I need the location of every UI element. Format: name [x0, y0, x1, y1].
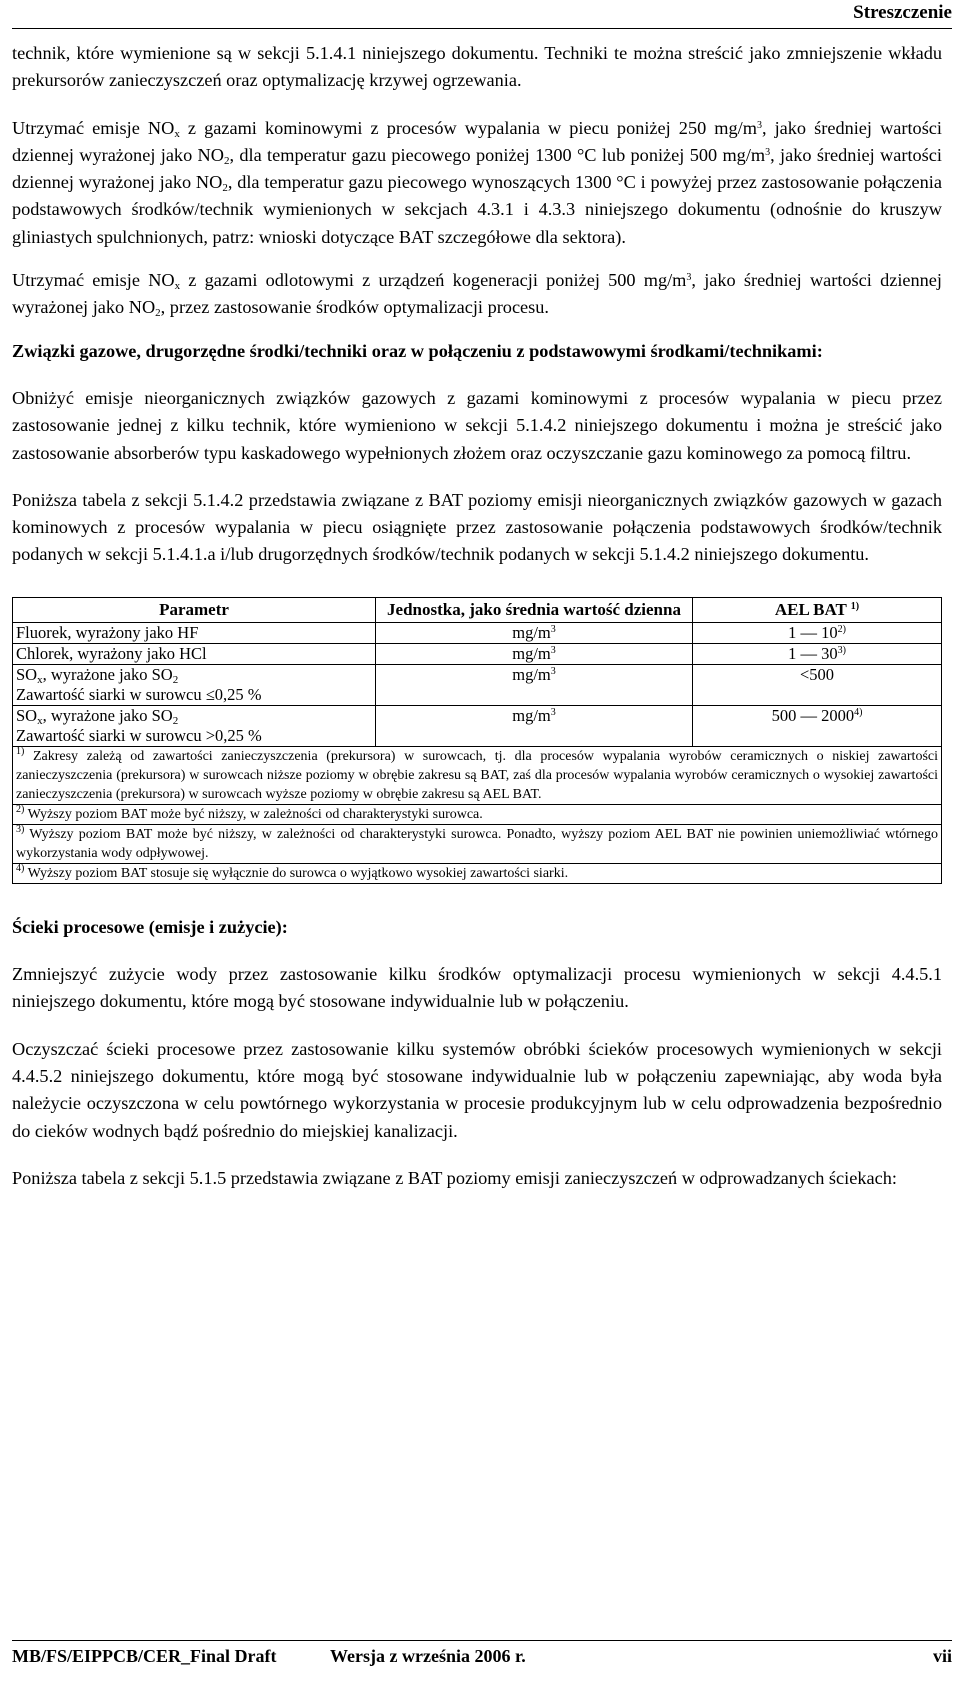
running-header: Streszczenie: [853, 2, 952, 23]
paragraph-wastewater-treatment: Oczyszczać ścieki procesowe przez zastosowanie kilku systemów obróbki ścieków procesowych wymienionych w sekcji 4.4.5.2 niniejszego dokumentu, które mogą być stosowane indywidualnie lub w połączeniu zapewniając, aby woda była należycie oczyszczona w celu powtórnego wykorzystania w procesie produkcyjnym lub w celu odprowadzenia bezpośrednio do cieków wodnych bądź pośrednio do miejskiej kanalizacji.: [12, 1038, 942, 1141]
row-value: 500 — 2000$^{4)}$: [693, 705, 942, 746]
footer-rule: [12, 1640, 952, 1641]
page-content: [12, 40, 942, 1192]
row-value: 1 — 30$^{3)}$: [693, 643, 942, 664]
paragraph-nox-kiln: Utrzymać emisje $NO_x$ z gazami kominowymi z procesów wypalania w piecu poniżej 250 $mg/m^3$, jako średniej wartości dziennej wyrażonej jako $NO_2$, dla temperatur gazu piecowego poniżej 1300 °C lub poniżej 500 $mg/m^3$, jako średniej wartości dziennej wyrażonej jako $NO_2$, dla temperatur gazu piecowego wynoszących 1300 °C i powyżej przez zastosowanie połączenia podstawowych środków/technik wymienionych w sekcjach 4.3.1 i 4.3.3 niniejszego dokumentu (odnośnie do kruszyw gliniastych spulchnionych, patrz: wnioski dotyczące BAT szczegółowe dla sektora).: [12, 117, 942, 247]
table-footnote: $^{4)}$ Wyższy poziom BAT stosuje się wyłącznie do surowca o wyjątkowo wysokiej zawartości siarki.: [13, 863, 942, 883]
paragraph-continuation: technik, które wymienione są w sekcji 5.1.4.1 niniejszego dokumentu. Techniki te można streścić jako zmniejszenie wkładu prekursorów zanieczyszczeń oraz optymalizację krzywej ogrzewania.: [12, 43, 942, 91]
header-parameter: Parametr: [13, 597, 376, 622]
row-unit: $mg/m^3$: [376, 643, 693, 664]
paragraph-water-reduction: Zmniejszyć zużycie wody przez zastosowanie kilku środków optymalizacji procesu wymienionych w sekcji 4.4.5.1 niniejszego dokumentu, które mogą być stosowane indywidualnie lub w połączeniu.: [12, 964, 942, 1012]
section-heading-wastewater: Ścieki procesowe (emisje i zużycie):: [12, 916, 288, 937]
table-header-row: [13, 597, 942, 622]
paragraph-nox-cogeneration: Utrzymać emisje $NO_x$ z gazami odlotowymi z urządzeń kogeneracji poniżej 500 $mg/m^3$, jako średniej wartości dziennej wyrażonej jako $NO_2$, przez zastosowanie środków optymalizacji procesu.: [12, 270, 942, 320]
row-param: $SO_x$, wyrażone jako $SO_2$ Zawartość siarki w surowcu ≤0,25 %: [13, 664, 376, 705]
row-value: <500: [693, 664, 942, 705]
footer-version: Wersja z września 2006 r.: [330, 1646, 526, 1666]
row-value: 1 — 10$^{2)}$: [693, 622, 942, 643]
table-footnote: $^{1)}$ Zakresy zależą od zawartości zanieczyszczenia (prekursora) w surowcach, tj. dla procesów wypalania wyrobów ceramicznych o niskiej zawartości zanieczyszczenia (prekursora) w surowcach niższe poziomy w obrębie zakresu są BAT, zaś dla procesów wypalania wyrobów ceramicznych o wysokiej zawartości zanieczyszczenia (prekursora) w surowcach wyższe poziomy w obrębie zakresu są AEL BAT.: [13, 746, 942, 804]
row-param: Chlorek, wyrażony jako HCl: [13, 643, 376, 664]
bat-emission-table: [12, 597, 942, 884]
header-unit: Jednostka, jako średnia wartość dzienna: [376, 597, 693, 622]
row-unit: $mg/m^3$: [376, 705, 693, 746]
table-footnote: $^{2)}$ Wyższy poziom BAT może być niższy, w zależności od charakterystyki surowca.: [13, 804, 942, 824]
row-unit: $mg/m^3$: [376, 664, 693, 705]
header-ael: AEL BAT $^{1)}$: [693, 597, 942, 622]
footer-doc-id: MB/FS/EIPPCB/CER_Final Draft: [12, 1646, 277, 1666]
section-heading-gaseous: Związki gazowe, drugorzędne środki/techniki oraz w połączeniu z podstawowymi środkami/technikami:: [12, 340, 823, 361]
page-footer: [12, 1646, 952, 1667]
header-rule: [12, 28, 952, 29]
table-row: [13, 705, 942, 746]
table-row: [13, 622, 942, 643]
table-footnote: $^{3)}$ Wyższy poziom BAT może być niższy, w zależności od charakterystyki surowca. Ponadto, wyższy poziom AEL BAT nie powinien uniemożliwiać wtórnego wykorzystania wody odpływowej.: [13, 824, 942, 863]
paragraph-table-intro: Poniższa tabela z sekcji 5.1.4.2 przedstawia związane z BAT poziomy emisji nieorganicznych związków gazowych w gazach kominowych z procesów wypalania w piecu osiągnięte przez zastosowanie połączenia podstawowych środków/technik podanych w sekcji 5.1.4.1.a i/lub drugorzędnych środków/technik podanych w sekcji 5.1.4.2 niniejszego dokumentu.: [12, 489, 942, 565]
paragraph-table-intro-2: Poniższa tabela z sekcji 5.1.5 przedstawia związane z BAT poziomy emisji zanieczyszczeń w odprowadzanych ściekach:: [12, 1167, 897, 1188]
table-row: [13, 643, 942, 664]
row-unit: $mg/m^3$: [376, 622, 693, 643]
table-row: [13, 664, 942, 705]
row-param: Fluorek, wyrażony jako HF: [13, 622, 376, 643]
page-number: vii: [932, 1646, 952, 1666]
paragraph-inorganic: Obniżyć emisje nieorganicznych związków gazowych z gazami kominowymi z procesów wypalania w piecu przez zastosowanie jednej z kilku technik, które wymieniono w sekcji 5.1.4.2 niniejszego dokumentu i można je streścić jako zastosowanie absorberów typu kaskadowego wypełnionych złożem oraz oczyszczanie gazu kominowego za pomocą filtru.: [12, 387, 942, 463]
row-param: $SO_x$, wyrażone jako $SO_2$ Zawartość siarki w surowcu >0,25 %: [13, 705, 376, 746]
